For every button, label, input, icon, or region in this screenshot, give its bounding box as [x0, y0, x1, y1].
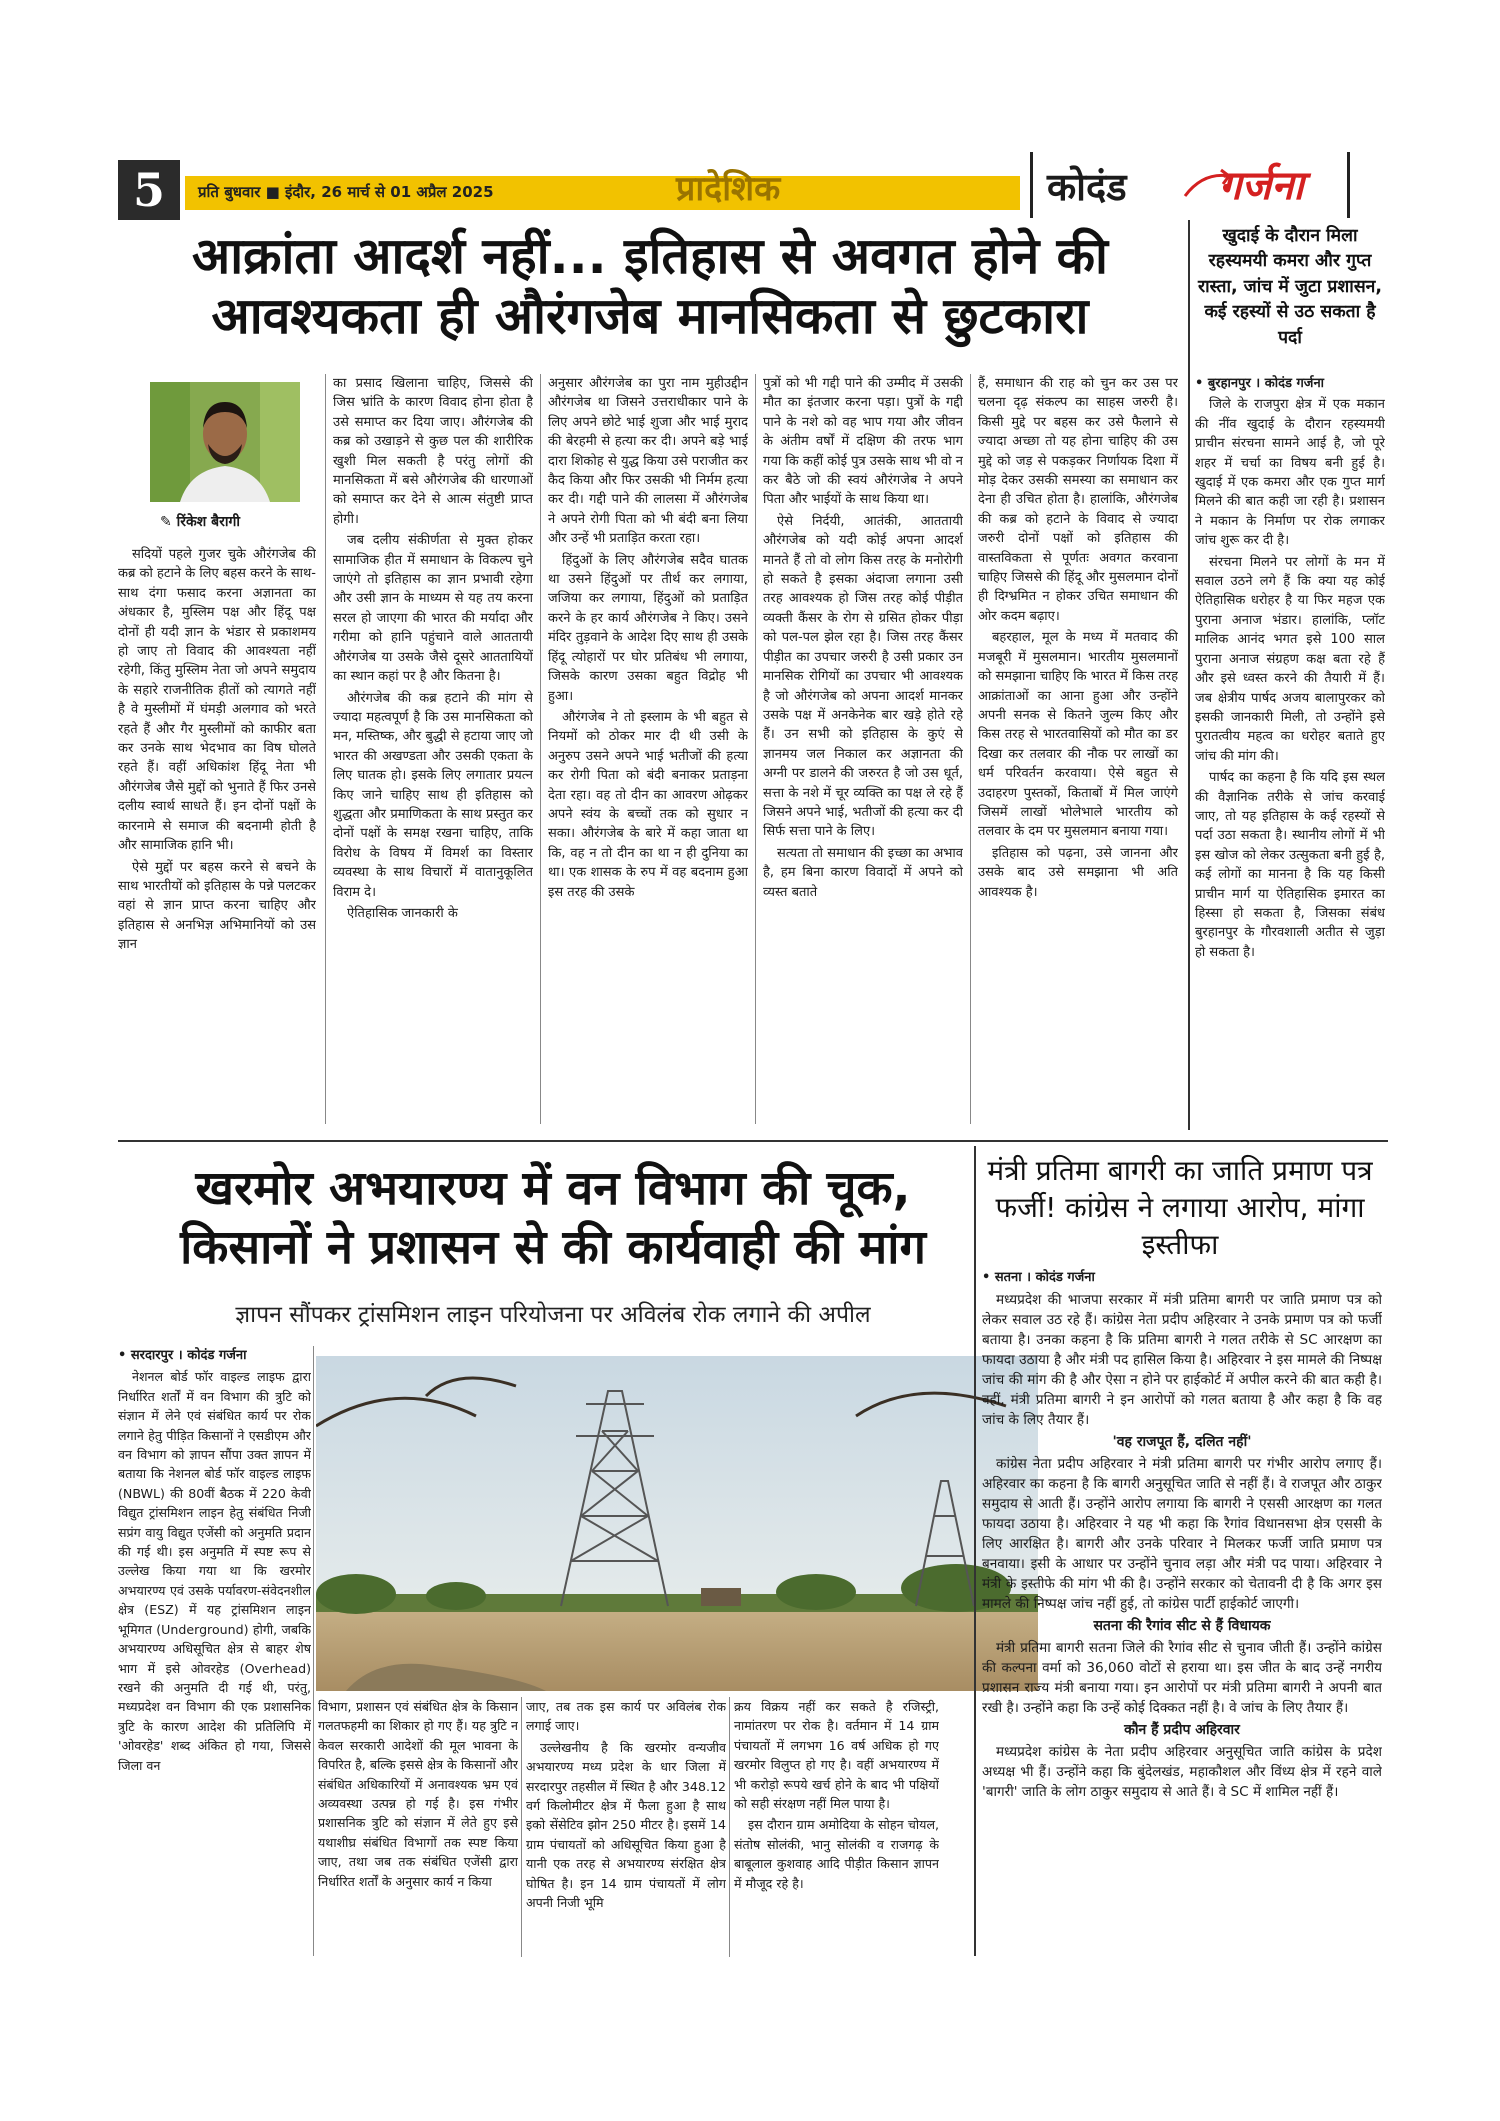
bagri-headline: मंत्री प्रतिमा बागरी का जाति प्रमाण पत्र फर्जी! कांग्रेस ने लगाया आरोप, मांगा इस्तीफा: [987, 1154, 1373, 1261]
paragraph: संरचना मिलने पर लोगों के मन में सवाल उठने लगे हैं कि क्या यह कोई ऐतिहासिक धरोहर है या फिर महज एक पुराना अनाज भंडार। हालांकि, प्लॉट मालिक आनंद भगत इसे 100 साल पुराना अनाज संग्रहण कक्ष बता रहे हैं और इसे ध्वस्त करने की तैयारी में हैं। जब क्षेत्रीय पार्षद अजय बालापुरकर को इसकी जानकारी मिली, तो उन्होंने इसे पुरातत्वीय महत्व का धरोहर बताते हुए जांच की मांग की।: [1195, 554, 1385, 764]
bagri-dateline: • सतना । कोदंड गर्जना: [982, 1270, 1095, 1285]
paragraph: क्रय विक्रय नहीं कर सकते है रजिस्ट्री, नामांतरण पर रोक है। वर्तमान में 14 ग्राम पंचायतों में लगभग 16 वर्ष अधिक हो गए खरमोर विलुप्त हो गए है। वहीं अभयारण्य में भी करोड़ो रूपये खर्च होने के बाद भी पक्षियों को सही संरक्षण नहीं मिल पाया है।: [734, 1699, 939, 1812]
paragraph: जब दलीय संकीर्णता से मुक्त होकर सामाजिक हीत में समाधान के विकल्प चुने जाएंगे तो इतिहास का ज्ञान प्रभावी रहेगा और उसी ज्ञान के माध्यम से यह तय करना सरल हो जाएगा की भारत की मर्यादा और गरीमा को हानि पहुंचाने वाले आततायी औरंगजेब या उसके जैसे दूसरे आततायियों का स्थान कहां पर है और कितना है।: [333, 533, 533, 685]
pen-icon: ✎: [160, 514, 177, 530]
paragraph: जिले के राजपुरा क्षेत्र में एक मकान की नींव खुदाई के दौरान रहस्यमयी प्राचीन संरचना सामने आई है, जो पूरे शहर में चर्चा का विषय बनी हुई है। खुदाई में एक कमरा और एक गुप्त मार्ग मिलने की बात कही जा रही है। प्रशासन ने मकान के निर्माण पर रोक लगाकर जांच शुरू कर दी है।: [1195, 397, 1385, 549]
section-divider: [118, 1140, 1388, 1142]
paragraph: कांग्रेस नेता प्रदीप अहिरवार ने मंत्री प्रतिमा बागरी पर गंभीर आरोप लगाए हैं। अहिरवार का कहना है कि बागरी अनुसूचित जाति से नहीं हैं। वे राजपूत और ठाकुर समुदाय से आती हैं। उन्होंने आरोप लगाया कि बागरी ने एससी आरक्षण का गलत फायदा उठाया है। अहिरवार ने यह भी कहा कि रैगांव विधानसभा क्षेत्र एससी के लिए आरक्षित है। बागरी और उनके परिवार ने मिलकर फर्जी जाति प्रमाण पत्र बनवाया। इसी के आधार पर उन्होंने चुनाव लड़ा और मंत्री पद पाया। अहिरवार ने मंत्री के इस्तीफे की मांग भी की है। उन्होंने सरकार को चेतावनी दी है कि अगर इस मामले की निष्पक्ष जांच नहीं हुई, तो कांग्रेस पार्टी हाईकोर्ट जाएगी।: [982, 1456, 1382, 1612]
paragraph: पार्षद का कहना है कि यदि इस स्थल की वैज्ञानिक तरीके से जांच करवाई जाए, तो यह इतिहास के कई रहस्यों से पर्दा उठा सकता है। स्थानीय लोगों में भी इस खोज को लेकर उत्सुकता बनी हुई है, कई लोगों का मानना है कि यह किसी प्राचीन मार्ग या ऐतिहासिक इमारत का हिस्सा हो सकता है, जिसका संबंध बुरहानपुर के गौरवशाली अतीत से जुड़ा हो सकता है।: [1195, 770, 1385, 960]
paragraph: औरंगजेब की कब्र हटाने की मांग से ज्यादा महत्वपूर्ण है कि उस मानसिकता को मन, मस्तिष्क, और बुद्धी से हटाया जाए जो भारत की अखण्डता और उसकी एकता के लिए घातक हो। इसके लिए लगातार प्रयत्न किए जाने चाहिए साथ ही इतिहास को शुद्धता और प्रमाणिकता के साथ प्रस्तुत कर दोनों पक्षों के समक्ष रखना चाहिए, ताकि विरोध के विषय में विमर्श का विस्तार व्यवस्था के साथ विचारों में वातानुकूलित विराम दे।: [333, 690, 533, 900]
kharmor-headline: [118, 1160, 988, 1278]
lead-headline: [120, 226, 1180, 346]
paragraph: ऐतिहासिक जानकारी के: [347, 905, 458, 921]
paragraph: हैं, समाधान की राह को चुन कर उस पर चलना दृढ़ संकल्प का साहस जरुरी है। किसी मुद्दे पर बहस कर उसे फैलाने से ज्यादा अच्छा तो यह होना चाहिए की उस मुद्दे को जड़ से पकड़कर निर्णायक दिशा में मोड़ देकर उसकी समस्या का समाधान कर देना ही उचित होता है। हालांकि, औरंगजेब की कब्र को हटाने के विवाद से ज्यादा जरुरी दोनों पक्षों को इतिहास की वास्तविकता से पूर्णतः अवगत करवाना चाहिए जिससे की हिंदू और मुसलमान दोनों ही दिग्भ्रमित न होकर उचित समाधान की ओर कदम बढ़ाए।: [978, 376, 1178, 624]
paragraph: जाए, तब तक इस कार्य पर अविलंब रोक लगाई जाए।: [526, 1699, 726, 1734]
paragraph: नेशनल बोर्ड फॉर वाइल्ड लाइफ द्वारा निर्धारित शर्तों में वन विभाग की त्रुटि को संज्ञान में लेने एवं संबंधित कार्य पर रोक लगाने हेतु पीड़ित किसानों ने एसडीएम और वन विभाग को ज्ञापन सौंपा उक्त ज्ञापन में बताया कि नेशनल बोर्ड फॉर वाइल्ड लाइफ (NBWL) की 80वीं बैठक में 220 केवी विद्युत ट्रांसमिशन लाइन हेतु संबंधित निजी सप्रंग वायु विद्युत एजेंसी को अनुमति प्रदान की गई थी। इस अनुमति में स्पष्ट रूप से उल्लेख किया गया था कि खरमोर अभयारण्य एवं उसके पर्यावरण-संवेदनशील क्षेत्र (ESZ) में यह ट्रांसमिशन लाइन भूमिगत (Underground) होगी, जबकि अभयारण्य अधिसूचित क्षेत्र से बाहर शेष भाग में इसे ओवरहेड (Overhead) रखने की अनुमति दी गई थी, परंतु, मध्यप्रदेश वन विभाग की एक प्रशासनिक त्रुटि के कारण आदेश की प्रतिलिपि में 'ओवरहेड' शब्द अंकित हो गया, जिससे जिला वन: [118, 1369, 311, 1773]
paragraph: अनुसार औरंगजेब का पुरा नाम मुहीउद्दीन औरंगजेब था जिसने उत्तराधीकार पाने के लिए अपने छोटे भाई शुजा और भाई मुराद की बेरहमी से हत्या कर दी। अपने बड़े भाई दारा शिकोह से युद्ध किया उसे पराजीत कर कैद किया और फिर उसकी भी निर्मम हत्या कर दी। गद्दी पाने की लालसा में औरंगजेब ने अपने रोगी पिता को भी बंदी बना लिया और उन्हें भी प्रताड़ित करता रहा।: [548, 376, 748, 547]
paragraph: इस दौरान ग्राम अमोदिया के सोहन चोयल, संतोष सोलंकी, भानु सोलंकी व राजगढ़ के बाबूलाल कुशवाह आदि पीड़ीत किसान ज्ञापन में मौजूद रहे है।: [734, 1817, 939, 1891]
side-headline: खुदाई के दौरान मिला रहस्यमयी कमरा और गुप्त रास्ता, जांच में जुटा प्रशासन, कई रहस्यों से उठ सकता है पर्दा: [1197, 226, 1383, 348]
kharmor-headline-line1: खरमोर अभयारण्य में वन विभाग की चूक,: [195, 1161, 911, 1216]
bagri-subhead-2: सतना की रैगांव सीट से हैं विधायक: [1093, 1618, 1271, 1634]
lead-column-1: [118, 545, 316, 1125]
paragraph: सदियों पहले गुजर चुके औरंगजेब की कब्र को हटाने के लिए बहस करने के साथ-साथ दंगा फसाद करना अज्ञानता का अंधकार है, मुस्लिम पक्ष और हिंदू पक्ष दोनों ही यदी ज्ञान के भंडार से प्रकाशमय हो जाए तो विवाद की आवश्यता नहीं रहेगी, किंतु मुस्लिम नेता जो अपने समुदाय के सहारे राजनीतिक हीतों को त्यागते नहीं है वे मुस्लीमों में घंमड़ी अलगाव को भरते रहते हैं और गैर मुस्लीमों को काफीर बता कर उनके साथ भेदभाव का विष घोलते रहते हैं। वहीं अधिकांश हिंदू नेता भी औरंगजेब जैसे मुद्दों को भुनाते हैं फिर उनसे दलीय स्वार्थ साधते हैं। इन दोनों पक्षों के कारनामे से समाज की बदनामी होती है और सामाजिक हानि भी।: [118, 547, 316, 854]
newspaper-logo: [1030, 152, 1350, 218]
paragraph: विभाग, प्रशासन एवं संबंधित क्षेत्र के किसान गलतफहमी का शिकार हो गए हैं। यह त्रुटि न केवल सरकारी आदेशों की मूल भावना के विपरित है, बल्कि इससे क्षेत्र के किसानों और संबंधित अधिकारियों में अनावश्यक भ्रम एवं अव्यवस्था उत्पन्न हो गई है। इस गंभीर प्रशासनिक त्रुटि को संज्ञान में लेते हुए इसे यथाशीघ्र संबंधित विभागों तक स्पष्ट किया जाए, तथा जब तक संबंधित एजेंसी द्वारा निर्धारित शर्तों के अनुसार कार्य न किया: [318, 1699, 518, 1889]
author-name: रिंकेश बैरागी: [176, 514, 240, 530]
issue-dateline: प्रति बुधवार ■ इंदौर, 26 मार्च से 01 अप्रैल 2025: [198, 183, 494, 201]
kharmor-column-4: [734, 1697, 939, 1957]
column-rule: [1188, 220, 1190, 1130]
bagri-subhead-3: कौन हैं प्रदीप अहिरवार: [1124, 1722, 1240, 1738]
column-rule: [521, 1697, 522, 1957]
paragraph: हिंदुओं के लिए औरंगजेब सदैव घातक था उसने हिंदुओं पर तीर्थ कर लगाया, जजिया कर लगाया, हिंदुओं को प्रताड़ित करने के हर कार्य औरंगजेब ने किए। उसने मंदिर तुड़वाने के आदेश दिए साथ ही उसके हिंदू त्योहारों पर घोर प्रतिबंध भी लगाया, जिसके कारण उसका बहुत विद्रोह भी हुआ।: [548, 552, 748, 704]
paragraph: ऐसे मुद्दों पर बहस करने से बचने के साथ भारतीयों को इतिहास के पन्ने पलटकर वहां से ज्ञान प्राप्त करना चाहिए और इतिहास से अनभिज्ञ अभिमानियों को उस ज्ञान: [118, 859, 316, 953]
paragraph: औरंगजेब ने तो इस्लाम के भी बहुत से नियमों को ठोकर मार दी थी उसी के अनुरुप उसने अपने भाई भतीजों की हत्या कर रोगी पिता को बंदी बनाकर प्रताड़ना देता रहा। वह तो दीन का आवरण ओढ़कर अपने स्वंय के बच्चों तक को सुधार न सका। औरंगजेब के बारे में कहा जाता था कि, वह न तो दीन का था न ही दुनिया का था। एक शासक के रुप में वह बदनाम हुआ इस तरह की उसके: [548, 709, 748, 900]
paragraph: बहरहाल, मूल के मध्य में मतवाद की मजबूरी में मुसलमान। भारतीय मुसलमानों को समझाना चाहिए कि भारत में किस तरह आक्रांताओं का आना हुआ और उन्होंने अपनी सनक से कितने जुल्म किए और किस तरह से भारतवासियों को मौत का डर दिखा कर तलवार की नौक पर लाखों का धर्म परिवर्तन करवाया। ऐसे बहुत से उदाहरण पुस्तकों, किताबों में मिल जाएंगे जिसमें लाखों भोलेभाले भारतीय को तलवार के दम पर मुसलमान बनाया गया।: [978, 630, 1178, 840]
lead-column-4: [763, 374, 963, 1124]
paragraph: सत्यता तो समाधान की इच्छा का अभाव है, हम बिना कारण विवादों में अपने को व्यस्त बताते: [763, 845, 963, 900]
lead-column-2: [333, 374, 533, 1124]
author-byline: [160, 512, 240, 531]
page-number: 5: [118, 160, 180, 220]
lead-column-3: [548, 374, 748, 1124]
kharmor-subheadline: ज्ञापन सौंपकर ट्रांसमिशन लाइन परियोजना पर अविलंब रोक लगाने की अपील: [235, 1302, 871, 1328]
side-story-body: [1195, 374, 1385, 1134]
logo-text-right: गर्जना: [1219, 163, 1304, 209]
kharmor-column-2: [318, 1697, 518, 1957]
paragraph: उल्लेखनीय है कि खरमोर वन्यजीव अभयारण्य मध्य प्रदेश के धार जिला में सरदारपुर तहसील में स्थित है और 348.12 वर्ग किलोमीटर क्षेत्र में फैला हुआ है साथ इको सेंसेटिव झोन 250 मीटर है। इसमें 14 ग्राम पंचायतों को अधिसूचित किया हुआ है यानी एक तरह से अभयारण्य संरक्षित क्षेत्र घोषित है। इन 14 ग्राम पंचायतों में लोग अपनी निजी भूमि: [526, 1739, 726, 1911]
paragraph: मध्यप्रदेश कांग्रेस के नेता प्रदीप अहिरवार अनुसूचित जाति कांग्रेस के प्रदेश अध्यक्ष भी हैं। उन्होंने कहा कि बुंदेलखंड, महाकौशल और विंध्य क्षेत्र में रहने वाले 'बागरी' जाति के लोग ठाकुर समुदाय से आते हैं। वे SC में शामिल नहीं हैं।: [982, 1744, 1382, 1800]
kharmor-headline-line2: किसानों ने प्रशासन से की कार्यवाही की मांग: [180, 1219, 926, 1275]
bagri-subhead-1: 'वह राजपूत हैं, दलित नहीं': [1112, 1434, 1252, 1450]
side-dateline: • बुरहानपुर । कोदंड गर्जना: [1195, 376, 1325, 391]
lead-headline-line1: आक्रांता आदर्श नहीं... इतिहास से अवगत होने की: [192, 227, 1108, 285]
paragraph: इतिहास को पढ़ना, उसे जानना और उसके बाद उसे समझाना भी अति आवश्यक है।: [978, 845, 1178, 900]
author-photo: [150, 382, 300, 502]
column-rule: [313, 1346, 314, 1956]
tower-landscape-icon: [316, 1356, 1038, 1691]
paragraph: मंत्री प्रतिमा बागरी सतना जिले की रैगांव सीट से चुनाव जीती हैं। उन्होंने कांग्रेस की कल्पना वर्मा को 36,060 वोटों से हराया था। इस जीत के बाद उन्हें नगरीय प्रशासन राज्य मंत्री बनाया गया। इन आरोपों पर मंत्री प्रतिमा बागरी ने अपनी बात रखी है। उन्होंने कहा कि उन्हें कोई दिक्कत नहीं है। वे जांच के लिए तैयार हैं।: [982, 1640, 1382, 1716]
lead-headline-line2: आवश्यकता ही औरंगजेब मानसिकता से छुटकारा: [211, 287, 1089, 345]
author-portrait-icon: [150, 382, 300, 502]
paragraph: ऐसे निर्दयी, आतंकी, आततायी औरंगजेब को यदी कोई अपना आदर्श मानते हैं तो वो लोग किस तरह के मनोरोगी हो सकते है इसका अंदाजा लगाना उसी तरह आवश्यक हो जिस तरह कोई पीड़ीत व्यक्ती कैंसर के रोग से ग्रसित होकर पीड़ा को पल-पल झेल रहा है। जिस तरह कैंसर पीड़ीत का उपचार जरुरी है उसी प्रकार उन मानसिक रोगियों का उपचार भी आवश्यक है जो औरंगजेब को अपना आदर्श मानकर उसके पक्ष में अनकेनेक बार खड़े होते रहे हैं। उन सभी को इतिहास के कुएं से ज्ञानमय जल निकाल कर अज्ञानता की अग्नी पर डालने की जरुरत है जो उस धूर्त, सत्ता के नशे में चूर व्यक्ति का पक्ष ले रहे हैं जिसने अपने भाई, भतीजों की हत्या कर दी सिर्फ सत्ता पाने के लिए।: [763, 513, 963, 840]
transmission-tower-photo: [316, 1356, 1038, 1691]
bagri-story-body: [982, 1268, 1382, 1958]
kharmor-dateline: • सरदारपुर । कोदंड गर्जना: [118, 1348, 247, 1363]
kharmor-column-3: [526, 1697, 726, 1957]
column-rule: [974, 1146, 976, 1956]
paragraph: का प्रसाद खिलाना चाहिए, जिससे की जिस भ्रांति के कारण विवाद होना होता है उसे समाप्त कर दिया जाए। औरंगजेब की कब्र को उखाड़ने से कुछ पल की शारीरिक खुशी मिल सकती है परंतु लोगों की मानसिकता में बसे औरंगजेब की धारणाओं को समाप्त कर देने से आत्म संतुष्टी प्राप्त होगी।: [333, 376, 533, 527]
paragraph: पुत्रों को भी गद्दी पाने की उम्मीद में उसकी मौत का इंतजार करना पड़ा। पुत्रों के गद्दी पाने के नशे को वह भाप गया और जीवन के अंतीम वर्षों में दक्षिण की तरफ भाग गया कि कहीं कोई पुत्र उसके साथ भी वो न कर बैठे जो की स्वयं औरंगजेब ने अपने पिता और भाईयों के साथ किया था।: [763, 376, 963, 508]
section-title: प्रादेशिक: [676, 169, 781, 209]
column-rule: [325, 374, 326, 1124]
paragraph: मध्यप्रदेश की भाजपा सरकार में मंत्री प्रतिमा बागरी पर जाति प्रमाण पत्र को लेकर सवाल उठ रहे हैं। कांग्रेस नेता प्रदीप अहिरवार ने उनके प्रमाण पत्र को फर्जी बताया है। उनका कहना है कि प्रतिमा बागरी ने गलत तरीके से SC आरक्षण का फायदा उठाया है और मंत्री पद हासिल किया है। अहिरवार ने इस मामले की निष्पक्ष जांच की मांग की है और ऐसा न होने पर हाईकोर्ट में अपील करने की बात कही है। वहीं, मंत्री प्रतिमा बागरी ने इन आरोपों को गलत बताया है और कहा है कि वह जांच के लिए तैयार हैं।: [982, 1292, 1382, 1428]
column-rule: [540, 374, 541, 1124]
column-rule: [970, 374, 971, 1124]
column-rule: [755, 374, 756, 1124]
logo-text-left: कोदंड: [1047, 165, 1127, 209]
column-rule: [729, 1697, 730, 1957]
lead-column-5: [978, 374, 1178, 1124]
kharmor-column-1: [118, 1346, 311, 1956]
